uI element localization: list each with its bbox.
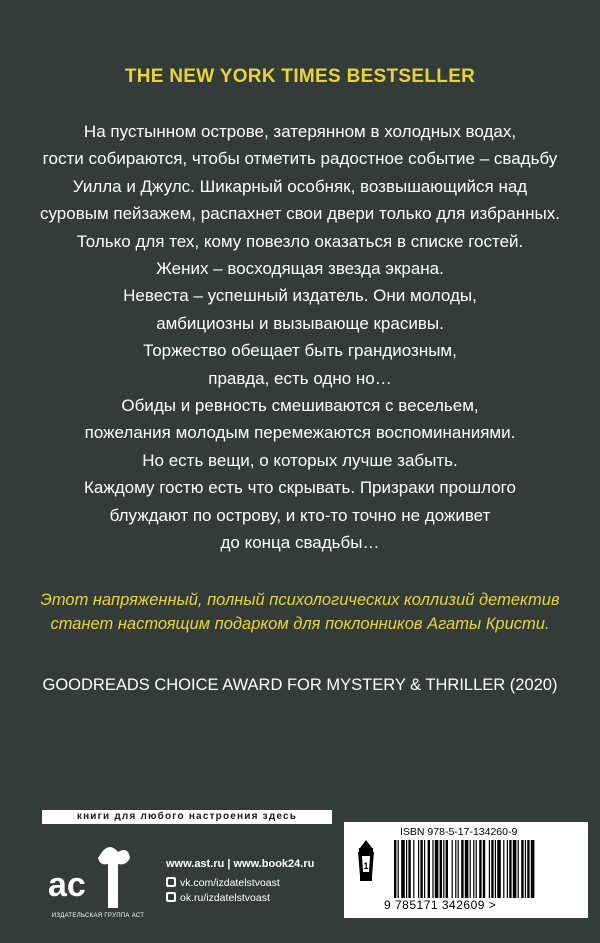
blurb-line: правда, есть одно но… xyxy=(208,368,392,388)
blurb-line: Каждому гостю есть что скрывать. Призраки прошлого xyxy=(84,478,516,498)
lantern-icon xyxy=(352,836,380,892)
blurb-line: Только для тех, кому повезло оказаться в списке гостей. xyxy=(76,231,524,251)
blurb-line: суровым пейзажем, распахнет свои двери только для избранных. xyxy=(40,204,560,224)
mood-slogan-bar: книги для любого настроения здесь xyxy=(42,810,332,824)
isbn-label: ISBN 978-5-17-134260-9 xyxy=(400,826,518,838)
quote-line: Этот напряженный, полный психологических коллизий детектив xyxy=(40,591,560,609)
svg-text:ac: ac xyxy=(48,866,86,904)
vk-icon xyxy=(166,877,176,887)
quote-line: станет настоящим подарком для поклонников Агаты Кристи. xyxy=(50,615,550,633)
isbn-digits: 9 785171 342609 > xyxy=(384,898,497,912)
blurb-line: Уилла и Джулс. Шикарный особняк, возвышающийся над xyxy=(72,176,528,196)
blurb-line: амбициозны и вызывающе красивы. xyxy=(156,313,444,333)
barcode-icon xyxy=(394,840,574,898)
blurb-text xyxy=(30,118,570,557)
vk-link-text: vk.com/izdatelstvoast xyxy=(180,877,280,889)
publisher-caption: ИЗДАТЕЛЬСКАЯ ГРУППА АСТ xyxy=(51,913,145,919)
svg-text:1: 1 xyxy=(363,861,369,871)
blurb-line: На пустынном острове, затерянном в холодных водах, xyxy=(83,122,517,141)
vk-link[interactable] xyxy=(166,877,280,889)
blurb-line: пожелания молодым перемежаются воспоминаниями. xyxy=(84,423,516,443)
ok-icon xyxy=(166,892,176,902)
blurb-line: гости собираются, чтобы отметить радостное событие – свадьбу xyxy=(42,149,558,169)
publisher-websites[interactable]: www.ast.ru | www.book24.ru xyxy=(166,858,315,870)
blurb-line: Но есть вещи, о которых лучше забыть. xyxy=(142,450,458,470)
blurb-line: Обиды и ревность смешиваются с весельем, xyxy=(121,396,479,416)
blurb-line: до конца свадьбы… xyxy=(220,533,380,553)
blurb-line: Торжество обещает быть грандиозным, xyxy=(143,341,457,361)
blurb-line: Невеста – успешный издатель. Они молоды, xyxy=(123,286,477,306)
bestseller-tagline: THE NEW YORK TIMES BESTSELLER xyxy=(124,66,476,87)
blurb-line: блуждают по острову, и кто-то точно не доживет xyxy=(109,505,491,525)
ok-link[interactable] xyxy=(166,892,270,904)
ok-link-text: ok.ru/izdatelstvoast xyxy=(180,892,270,904)
review-quote xyxy=(20,588,580,636)
award-line: GOODREADS CHOICE AWARD FOR MYSTERY & THRILLER (2020) xyxy=(42,676,558,694)
blurb-line: Жених – восходящая звезда экрана. xyxy=(156,259,444,279)
